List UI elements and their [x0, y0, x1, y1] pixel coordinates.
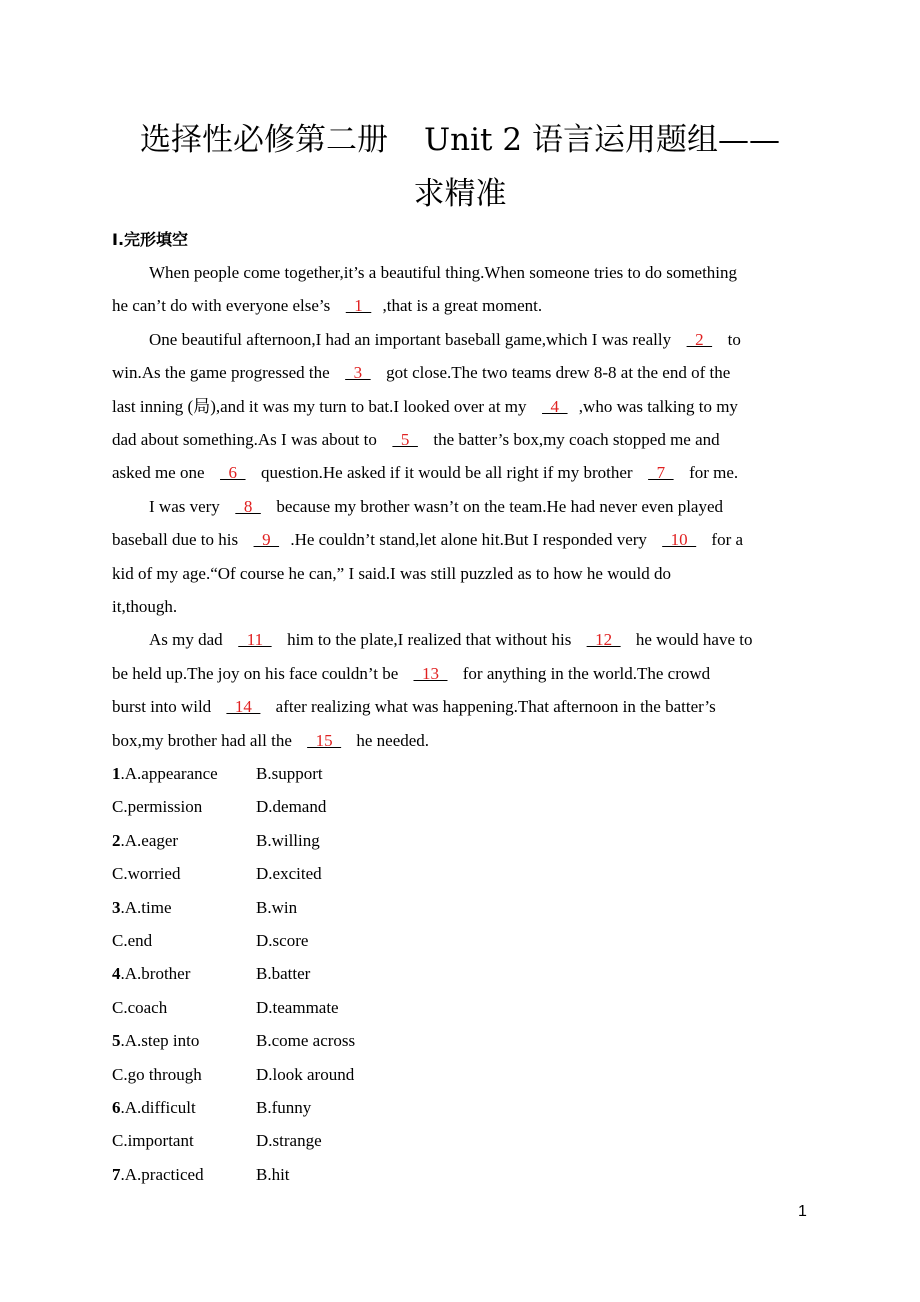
blank-9: 9 — [253, 530, 280, 550]
passage-text: ,that is a great moment. — [382, 296, 543, 316]
passage-line — [112, 428, 720, 452]
question-5-option: C.go through — [112, 1064, 202, 1084]
passage-text: asked me one — [112, 463, 209, 483]
question-number: 6 — [112, 1098, 121, 1117]
passage-text: box,my brother had all the — [112, 730, 297, 750]
question-number: 2 — [112, 830, 121, 850]
passage-text: for anything in the world.The crowd — [458, 663, 711, 683]
blank-12: 12 — [586, 630, 621, 650]
title-part1: 选择性必修第二册 — [140, 122, 389, 158]
passage-text: because my brother wasn’t on the team.He had never even played — [272, 496, 724, 516]
passage-text: him to the plate,I realized that without his — [282, 630, 576, 650]
option-text: A.step into — [124, 1031, 200, 1051]
question-4-option: 4.A.brother — [112, 964, 191, 984]
passage-line — [112, 562, 671, 586]
option-text: A.brother — [124, 964, 191, 984]
blank-13: 13 — [413, 663, 448, 683]
passage-text: win.As the game progressed the — [112, 363, 334, 383]
blank-4: 4 — [542, 396, 568, 416]
passage-line — [112, 395, 738, 419]
passage-text: to — [723, 329, 741, 349]
passage-line — [149, 495, 723, 519]
question-4-option: C.coach — [112, 997, 168, 1017]
question-6-option: B.funny — [256, 1098, 312, 1117]
question-7-option: 7.A.practiced — [112, 1164, 204, 1184]
question-3-option: C.end — [112, 931, 153, 950]
title-part2: Unit 2 语言运用题组—— — [424, 122, 780, 158]
passage-line — [112, 461, 738, 485]
passage-text: he can’t do with everyone else’s — [112, 296, 335, 316]
question-2-option: D.excited — [256, 864, 322, 884]
passage-line — [149, 261, 737, 285]
question-4-option: B.batter — [256, 964, 311, 984]
blank-8: 8 — [235, 496, 261, 516]
question-4-option: D.teammate — [256, 997, 339, 1017]
passage-text: I was very — [149, 496, 225, 516]
question-1-option: D.demand — [256, 797, 327, 817]
blank-15: 15 — [307, 730, 342, 750]
passage-line — [112, 294, 542, 318]
blank-14: 14 — [226, 697, 261, 717]
question-number: 1 — [112, 764, 121, 783]
passage-text: .He couldn’t stand,let alone hit.But I responded very — [290, 530, 652, 550]
document-title-line2: 求精准 — [413, 176, 507, 212]
question-6-option: C.important — [112, 1131, 194, 1151]
passage-text: One beautiful afternoon,I had an important baseball game,which I was really — [149, 329, 676, 349]
blank-2: 2 — [686, 329, 713, 349]
blank-10: 10 — [662, 530, 697, 550]
passage-text: after realizing what was happening.That afternoon in the batter’s — [271, 697, 716, 717]
question-6-option: 6.A.difficult — [112, 1098, 196, 1117]
question-6-option: D.strange — [256, 1131, 322, 1151]
passage-line — [112, 662, 710, 686]
option-text: A.appearance — [124, 764, 218, 783]
option-text: A.time — [124, 897, 172, 917]
question-number: 7 — [112, 1164, 121, 1184]
question-2-option: B.willing — [256, 830, 320, 850]
question-3-option: D.score — [256, 931, 309, 950]
passage-text: question.He asked if it would be all right if my brother — [256, 463, 637, 483]
section-heading: Ⅰ.完形填空 — [112, 230, 189, 249]
passage-text: When people come together,it’s a beautiful thing.When someone tries to do something — [149, 263, 738, 282]
question-3-option: B.win — [256, 897, 298, 917]
question-1-option: B.support — [256, 764, 323, 783]
passage-line — [112, 729, 429, 753]
blank-11: 11 — [238, 630, 272, 650]
option-text: A.difficult — [124, 1098, 196, 1117]
passage-text: the batter’s box,my coach stopped me and — [429, 430, 720, 449]
passage-line — [149, 328, 741, 352]
question-3-option: 3.A.time — [112, 897, 172, 917]
question-5-option: D.look around — [256, 1064, 355, 1084]
passage-text: for me. — [684, 463, 739, 483]
blank-7: 7 — [648, 463, 674, 483]
question-number: 3 — [112, 897, 121, 917]
question-number: 5 — [112, 1031, 121, 1051]
passage-text: dad about something.As I was about to — [112, 430, 382, 449]
passage-text: kid of my age.“Of course he can,” I said.I was still puzzled as to how he would do — [112, 563, 671, 583]
page-number: 1 — [798, 1203, 807, 1220]
passage-text: As my dad — [149, 630, 227, 650]
question-5-option: 5.A.step into — [112, 1031, 200, 1051]
question-1-option: 1.A.appearance — [112, 764, 218, 783]
blank-3: 3 — [345, 363, 371, 383]
passage-text: for a — [707, 530, 744, 550]
blank-1: 1 — [345, 296, 372, 316]
passage-line — [112, 528, 743, 552]
passage-text: ,who was talking to my — [578, 396, 738, 416]
passage-text: got close.The two teams drew 8-8 at the end of the — [381, 363, 731, 383]
question-2-option: 2.A.eager — [112, 830, 179, 850]
passage-text: be held up.The joy on his face couldn’t be — [112, 663, 403, 683]
option-text: A.practiced — [124, 1164, 204, 1184]
passage-line — [149, 628, 752, 652]
passage-line — [112, 361, 730, 385]
passage-line — [112, 595, 177, 619]
passage-text: he needed. — [352, 730, 430, 750]
passage-text: it,though. — [112, 597, 178, 616]
blank-5: 5 — [392, 430, 418, 449]
blank-6: 6 — [220, 463, 246, 483]
question-5-option: B.come across — [256, 1031, 356, 1051]
passage-line — [112, 695, 716, 719]
question-1-option: C.permission — [112, 797, 203, 817]
question-2-option: C.worried — [112, 864, 181, 884]
passage-text: he would have to — [631, 630, 753, 650]
passage-text: last inning (局),and it was my turn to bat.I looked over at my — [112, 396, 531, 416]
document-title — [0, 120, 920, 160]
passage-text: baseball due to his — [112, 530, 243, 550]
passage-text: burst into wild — [112, 697, 216, 717]
option-text: A.eager — [124, 830, 179, 850]
question-7-option: B.hit — [256, 1164, 290, 1184]
question-number: 4 — [112, 964, 121, 984]
